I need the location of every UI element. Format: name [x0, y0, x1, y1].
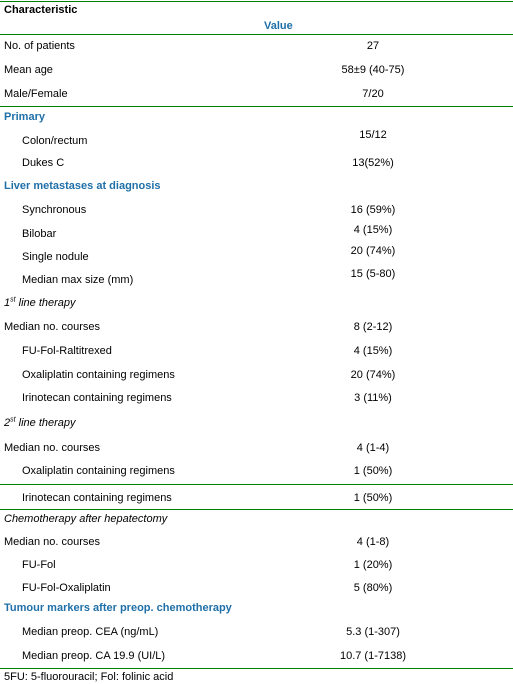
section-rule [0, 509, 513, 510]
row-label: Mean age [4, 64, 53, 76]
row-value: 5 (80%) [353, 582, 393, 594]
table-row [0, 203, 513, 221]
row-label: Bilobar [22, 228, 57, 240]
row-label: Oxaliplatin containing regimens [22, 465, 175, 477]
row-label: Single nodule [22, 251, 89, 263]
row-label: No. of patients [4, 40, 75, 52]
table-row [0, 441, 513, 459]
row-label: Median no. courses [4, 536, 100, 548]
row-label: Median no. courses [4, 321, 100, 333]
row-value: 5.3 (1-307) [346, 626, 400, 638]
row-value: 10.7 (1-7138) [339, 650, 407, 662]
row-label: FU-Fol [22, 559, 56, 571]
section-label: 1st line therapy [4, 296, 76, 309]
section-label: Primary [4, 111, 45, 123]
table-row [0, 558, 513, 576]
row-value: 4 (15%) [353, 345, 393, 357]
table-row [0, 581, 513, 599]
row-label: Irinotecan containing regimens [22, 492, 172, 504]
row-label: Colon/rectum [22, 135, 88, 147]
row-value: 4 (1-4) [356, 442, 390, 454]
bottom-rule [0, 668, 513, 669]
row-value: 15/12 [359, 129, 387, 141]
top-rule [0, 1, 513, 2]
row-label: Median preop. CEA (ng/mL) [22, 626, 159, 638]
table-row [0, 39, 513, 57]
table-row [0, 63, 513, 81]
section-label: Chemotherapy after hepatectomy [4, 513, 168, 525]
row-label: FU-Fol-Raltitrexed [22, 345, 112, 357]
header-characteristic: Characteristic [4, 4, 78, 16]
table-row [0, 129, 513, 152]
row-value: 13(52%) [352, 157, 394, 169]
row-label: Median max size (mm) [22, 274, 134, 286]
table-row [0, 268, 513, 291]
row-label: Irinotecan containing regimens [22, 392, 172, 404]
table-row [0, 87, 513, 105]
table-row [0, 224, 513, 245]
row-value: 20 (74%) [350, 245, 396, 257]
table-row [0, 491, 513, 509]
row-value: 7/20 [362, 88, 384, 100]
row-value: 3 (11%) [354, 392, 392, 404]
row-value: 20 (74%) [350, 369, 396, 381]
row-label: Male/Female [4, 88, 68, 100]
row-value: 15 (5-80) [350, 268, 396, 280]
section-rule [0, 106, 513, 107]
row-label: Median preop. CA 19.9 (UI/L) [22, 650, 166, 662]
footnote: 5FU: 5-fluorouracil; Fol: folinic acid [4, 671, 174, 683]
header-value: Value [264, 20, 293, 32]
header-rule [0, 34, 513, 35]
row-value: 1 (50%) [353, 465, 393, 477]
section-heading-tumour-markers [0, 601, 513, 619]
row-label: Synchronous [22, 204, 87, 216]
section-label: 2st line therapy [4, 416, 76, 429]
row-value: 16 (59%) [350, 204, 396, 216]
row-value: 1 (20%) [353, 559, 393, 571]
row-label: Oxaliplatin containing regimens [22, 369, 175, 381]
table-row [0, 320, 513, 338]
section-heading-first-line [0, 296, 513, 314]
section-heading-liver-metastases [0, 179, 513, 197]
table-row [0, 625, 513, 643]
row-value: 27 [366, 40, 380, 52]
section-label: Liver metastases at diagnosis [4, 180, 161, 192]
table-row [0, 464, 513, 482]
table-row [0, 245, 513, 268]
row-label: Dukes C [22, 157, 65, 169]
row-label: Median no. courses [4, 442, 100, 454]
table-row [0, 344, 513, 362]
section-heading-primary [0, 110, 513, 128]
row-value: 1 (50%) [353, 492, 393, 504]
table-row [0, 391, 513, 409]
section-label: Tumour markers after preop. chemotherapy [4, 602, 232, 614]
row-label: FU-Fol-Oxaliplatin [22, 582, 111, 594]
section-heading-second-line [0, 416, 513, 434]
row-value: 4 (1-8) [356, 536, 390, 548]
row-value: 8 (2-12) [353, 321, 393, 333]
row-value: 58±9 (40-75) [341, 64, 405, 76]
table-row [0, 368, 513, 386]
section-rule [0, 484, 513, 485]
row-value: 4 (15%) [353, 224, 393, 236]
section-heading-hepatectomy [0, 512, 513, 530]
table-row [0, 156, 513, 174]
table-row [0, 535, 513, 553]
table-row [0, 649, 513, 667]
